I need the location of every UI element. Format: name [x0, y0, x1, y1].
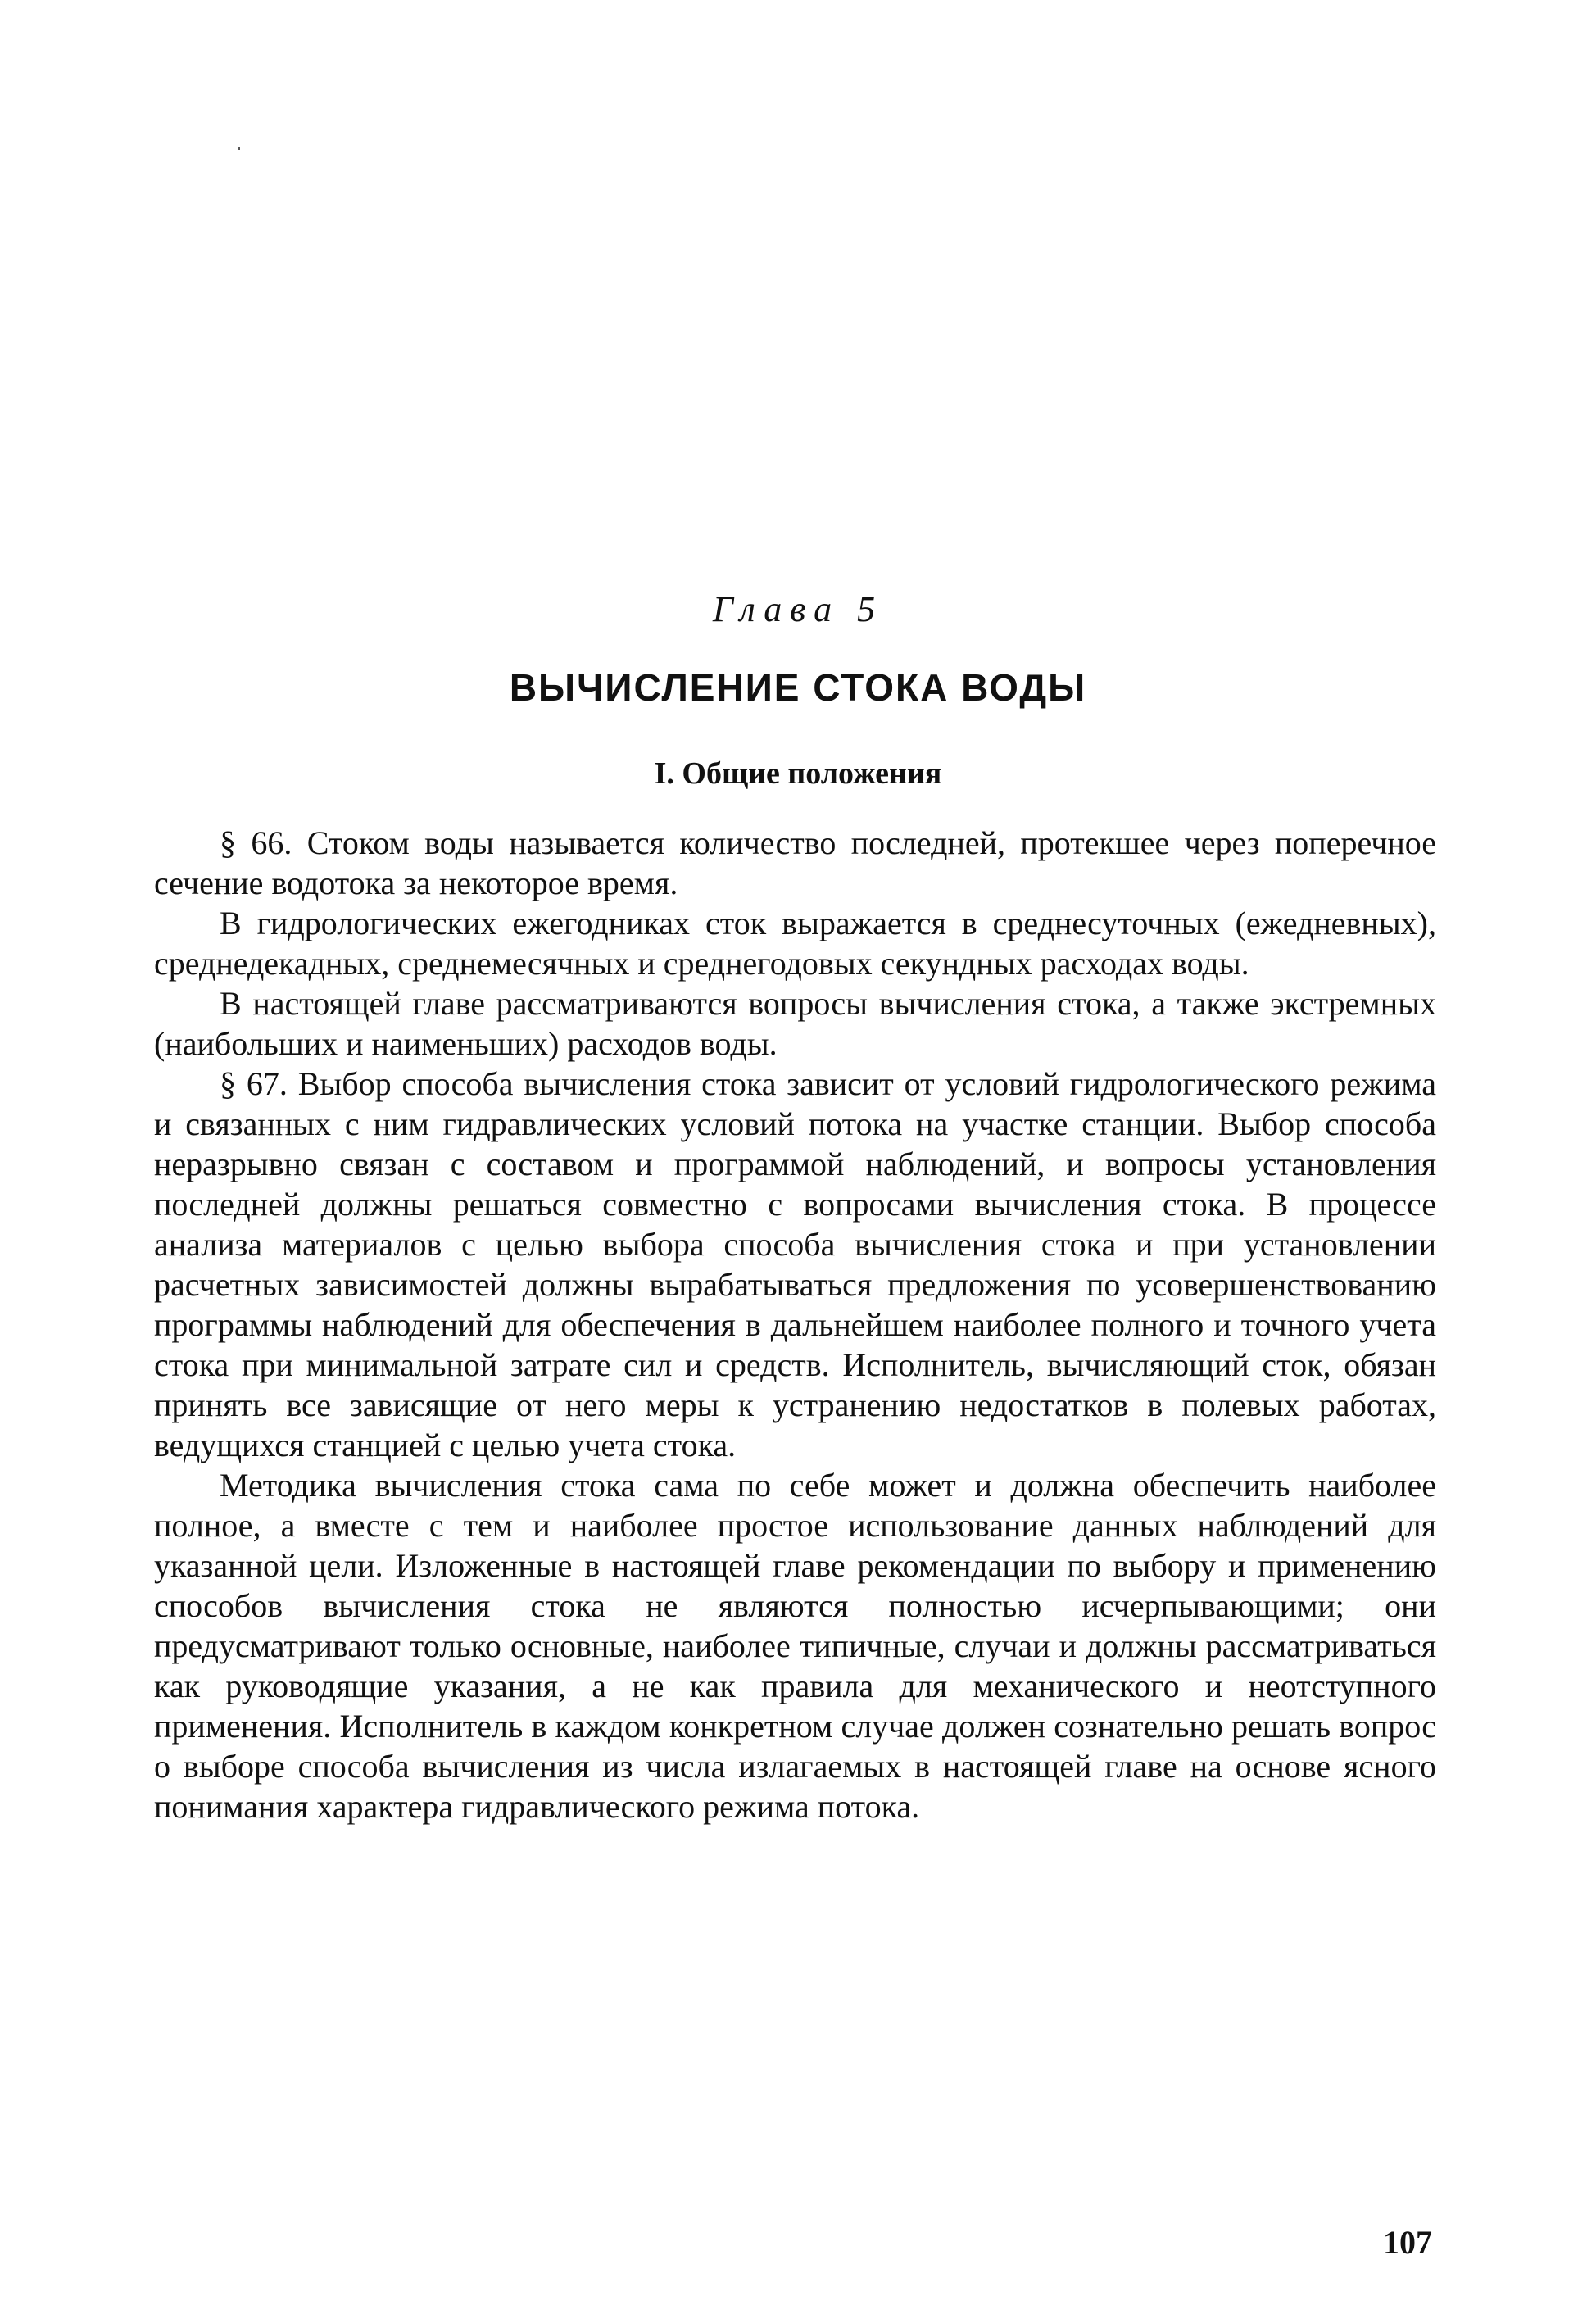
paragraph-chapter-scope: В настоящей главе рассматриваются вопросы вычисления стока, а также экстремных (наибольших и наименьших) расходов воды. — [154, 985, 1436, 1062]
paragraph-methodology: Методика вычисления стока сама по себе может и должна обеспечить наиболее полное, а вместе с тем и наиболее простое использование данных наблюдений для указанной цели. Изложенные в настоящей главе рекомендации по выбору и применению способов вычисления стока не являются полностью исчерпывающими; они предусматривают только основные, наиболее типичные, случаи и должны рассматриваться как руководящие указания, а не как правила для механического и неотступного применения. Исполнитель в каждом конкретном случае должен сознательно решать вопрос о выборе способа вычисления из числа излагаемых в настоящей главе на основе ясного понимания характера гидравлического режима потока. — [154, 1467, 1436, 1825]
paragraph-67: § 67. Выбор способа вычисления стока зависит от условий гидрологического режима и связанных с ним гидравлических условий потока на участке станции. Выбор способа неразрывно связан с составом и программой наблюдений, и вопросы установления последней должны решаться совместно с вопросами вычисления стока. В процессе анализа материалов с целью выбора способа вычисления стока и при установлении расчетных зависимостей должны вырабатываться предложения по усовершенствованию программы наблюдений для обеспечения в дальнейшем наиболее полного и точного учета стока при минимальной затрате сил и средств. Исполнитель, вычисляющий сток, обязан принять все зависящие от него меры к устранению недостатков в полевых работах, ведущихся станцией с целью учета стока. — [154, 1065, 1436, 1463]
chapter-label: Глава 5 — [712, 589, 884, 629]
section-title: I. Общие положения — [654, 756, 942, 791]
chapter-title: ВЫЧИСЛЕНИЕ СТОКА ВОДЫ — [509, 666, 1087, 709]
print-speck — [238, 147, 240, 150]
paragraph-66: § 66. Стоком воды называется количество последней, протекшее через поперечное сечение водотока за некоторое время. — [154, 824, 1436, 901]
paragraph-runoff-expression: В гидрологических ежегодниках сток выражается в среднесуточных (ежедневных), среднедекадных, среднемесячных и среднегодовых секундных расходах воды. — [154, 905, 1436, 982]
page-number: 107 — [1383, 2224, 1432, 2261]
body-text — [154, 823, 1436, 1826]
